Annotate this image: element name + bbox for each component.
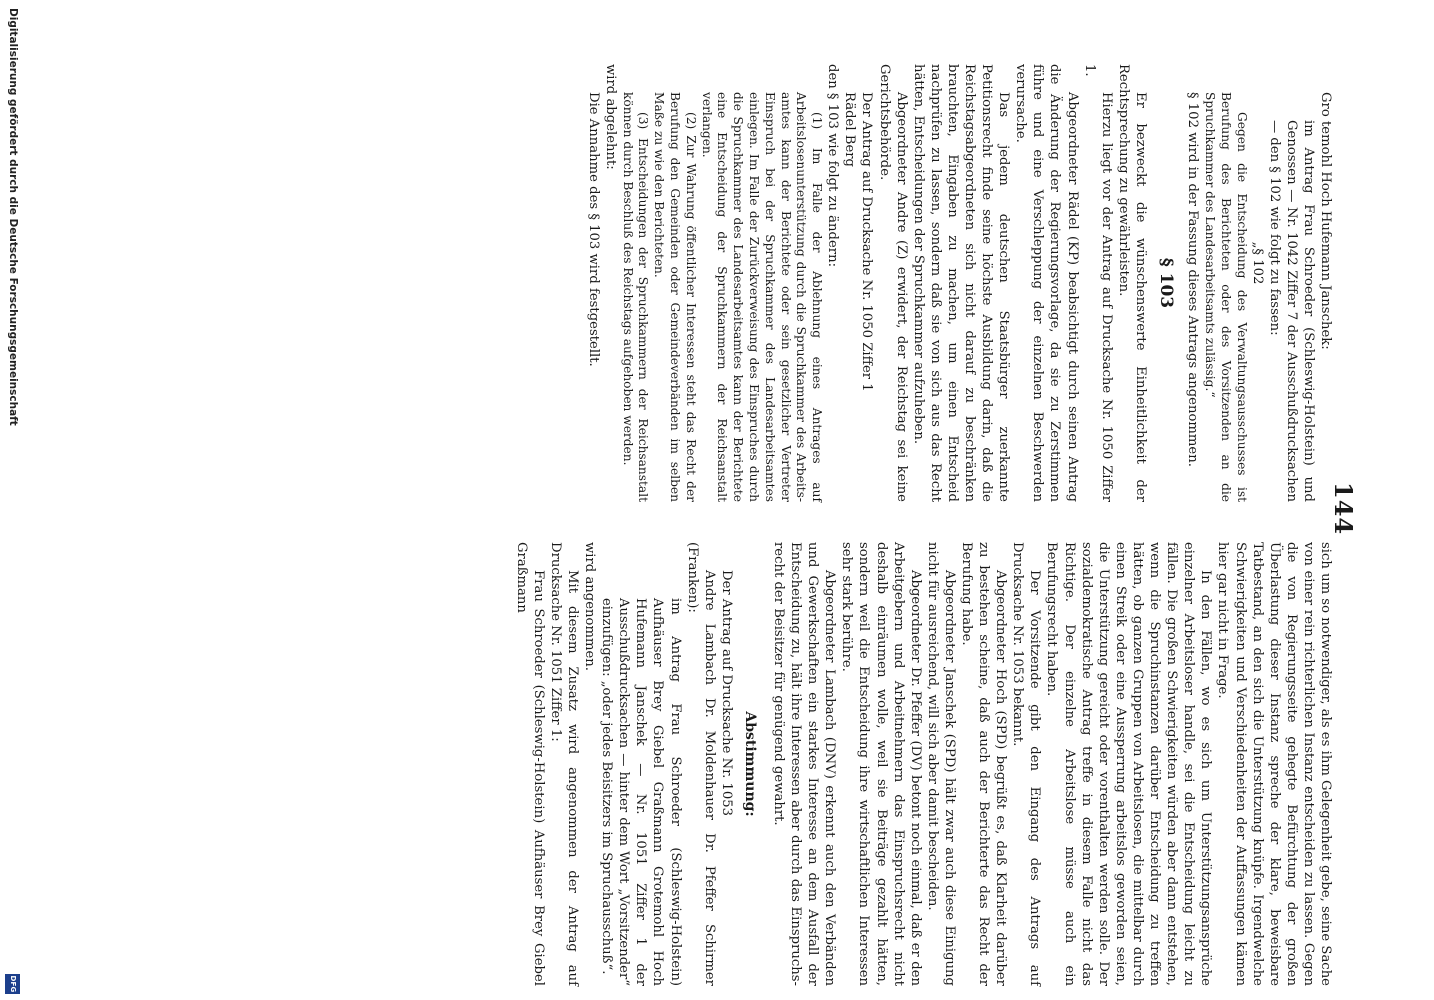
paragraph: Andre Lambach Dr. Moldenhauer Dr. Pfeffer Schirmer (Franken):	[684, 542, 717, 986]
paragraph: Rädel Berg	[842, 92, 858, 167]
paragraph: Frau Schroeder (Schleswig-Holstein) Aufhäuser Brey Giebel Graßmann	[513, 542, 546, 986]
quoted-provision: (2) Zur Wahrung öffentlicher Interessen steht das Recht der Berufung den Gemeinden oder Gemeindeverbänden im selben Maße zu wie den Berichteten.	[652, 92, 698, 502]
paragraph: Abgeordneter Andre (Z) erwidert, der Reichstag sei keine Gerichtsbehörde.	[876, 64, 909, 502]
paragraph: Abgeordneter Lambach (DNV) erkennt auch den Verbänden und Gewerkschaften ein starkes Interesse an dem Ausfall der Entscheidung zu, hält ihre Interessen aber durch das Einspruchsrecht der Beisitzer für genügend gewahrt.	[771, 542, 838, 986]
paragraph: Gro temohl Hoch Hufemann Janschek:	[1318, 92, 1333, 350]
subsection-heading: Abstimmung:	[741, 711, 758, 817]
dfg-logo-icon: DFG	[5, 974, 20, 994]
paragraph: Abgeordneter Janschek (SPD) hält zwar auch diese Einigung nicht für ausreichend, will sich aber damit bescheiden.	[924, 542, 957, 986]
paragraph: im Antrag Frau Schroeder (Schleswig-Holstein) Aufhäuser Brey Giebel Graßmann Grotemohl Hoch Hufemann Janschek — Nr. 1051 Ziffer 1 der Ausschußdrucksachen — hinter dem Wort „Vorsitzender“ einzufügen: „oder jedes Beisitzers im Spruchausschuß“.	[599, 598, 683, 986]
paragraph: Abgeordneter Dr. Pfeffer (DV) betont noch einmal, daß er den Arbeitgebern und Arbeitnehmern das Einspruchsrecht nicht deshalb einräumen wolle, weil sie Beiträge gezahlt hätten, sondern weil die Entscheidung ihre wirtschaftlichen Interessen sehr stark berühre.	[839, 542, 923, 986]
paragraph: § 102 wird in der Fassung dieses Antrags angenommen.	[1185, 92, 1201, 467]
quoted-provision: (1) Im Falle der Ablehnung eines Antrages auf Arbeitslosenunterstützung durch die Spruchkammer des Arbeitsamtes kann der Berichtete oder sein gesetzlicher Vertreter Einspruch bei der Spruchkammer des Landesarbeitsamtes einlegen. Im Falle der Zurückverweisung des Einspruches durch die Spruchkammer des Landesarbeitsamtes kann der Berichtete eine Entscheidung der Spruchkammern der Reichsanstalt verlangen.	[699, 92, 825, 502]
paragraph: Hierzu liegt vor der Antrag auf Drucksache Nr. 1050 Ziffer 1.	[1081, 64, 1114, 502]
paragraph: Die Annahme des § 103 wird festgestellt.	[585, 92, 601, 367]
paragraph: Der Antrag auf Drucksache Nr. 1050 Ziffer 1	[859, 92, 875, 392]
paragraph: In den Fällen, wo es sich um Unterstützungsansprüche einzelner Arbeitsloser handle, sei die Entscheidung leicht zu fällen. Die großen Schwierigkeiten würden aber dann entstehen, wenn die Spruchinstanzen darüber Entscheidung zu treffen hätten, ob ganzen Gruppen von Arbeitslosen, die mittelbar durch einen Streik oder eine Aussperrung arbeitslos geworden seien, die Unterstützung gereicht oder vorenthalten werden solle. Der sozialdemokratische Antrag treffe in diesem Falle nicht das Richtige. Der einzelne Arbeitslose müsse auch ein Berufungsrecht haben.	[1044, 542, 1214, 986]
paragraph: Mit diesem Zusatz wird angenommen der Antrag auf Drucksache Nr. 1051 Ziffer 1:	[547, 542, 580, 986]
paragraph: Er bezweckt die wünschenswerte Einheitlichkeit der Rechtsprechung zu gewährleisten.	[1115, 64, 1148, 502]
quoted-provision: Gegen die Entscheidung des Verwaltungsausschusses ist Berufung des Berichteten oder des Vorsitzenden an die Spruchkammer des Landesarbeitsamts zulässig.“	[1202, 92, 1249, 502]
paragraph: sich um so notwendiger, als es ihm Gelegenheit gebe, seine Sache von einer rein richterlichen Instanz entscheiden zu lassen. Gegen die von Regierungsseite gehegte Befürchtung der großen Überlastung dieser Instanz spreche der klare, beweisbare Tatbestand, an den sich die Unterstützung knüpfe. Irgendwelche Schwierigkeiten und Verschiedenheiten der Auffassungen kämen hier gar nicht in Frage.	[1215, 542, 1333, 986]
paragraph: „§ 102	[1249, 241, 1265, 285]
paragraph: Der Antrag auf Drucksache Nr. 1053	[718, 570, 734, 817]
section-heading: § 103	[1156, 257, 1177, 309]
paragraph: wird angenommen.	[582, 542, 598, 671]
paragraph: Abgeordneter Rädel (KP) beabsichtigt durch seinen Antrag die Änderung der Regierungsvorlage, da sie zu Zerstimmen führe und eine Verschleppung der einzelnen Beschwerden verursache.	[1013, 64, 1080, 502]
paragraph: den § 103 wie folgt zu ändern:	[825, 64, 841, 268]
right-text-column	[513, 542, 1334, 986]
paragraph: Das jedem deutschen Staatsbürger zuerkannte Petitionsrecht finde seine höchste Ausbildung darin, daß die Reichstagsabgeordneten sich nicht darauf zu beschränken brauchten, Eingaben zu machen, um einen Entscheid nachprüfen zu lassen, sondern daß sie von sich aus das Recht hätten, Entscheidungen der Spruchkammer aufzuheben.	[910, 64, 1012, 502]
paragraph: Der Vorsitzende gibt den Eingang des Antrags auf Drucksache Nr. 1053 bekannt.	[1010, 542, 1043, 986]
paragraph: wird abgelehnt:	[602, 64, 618, 170]
paragraph: Abgeordneter Hoch (SPD) begrüßt es, daß Klarheit darüber zu bestehen scheine, daß auch der Berichterte das Recht der Berufung habe.	[959, 542, 1009, 986]
funding-notice: Digitalisierung gefördert durch die Deutsche Forschungsgemeinschaft	[7, 8, 19, 426]
page-number: 144	[1329, 482, 1358, 536]
quoted-provision: (3) Entscheidungen der Spruchkammern der Reichsanstalt können durch Beschluß des Reichstags aufgehoben werden.	[620, 92, 651, 502]
left-text-column	[585, 64, 1334, 502]
digitization-footer	[0, 0, 22, 1000]
paragraph: im Antrag Frau Schroeder (Schleswig-Holstein) und Genossen — Nr. 1042 Ziffer 7 der Ausschußdrucksachen — den § 102 wie folgt zu fassen:	[1266, 120, 1316, 502]
